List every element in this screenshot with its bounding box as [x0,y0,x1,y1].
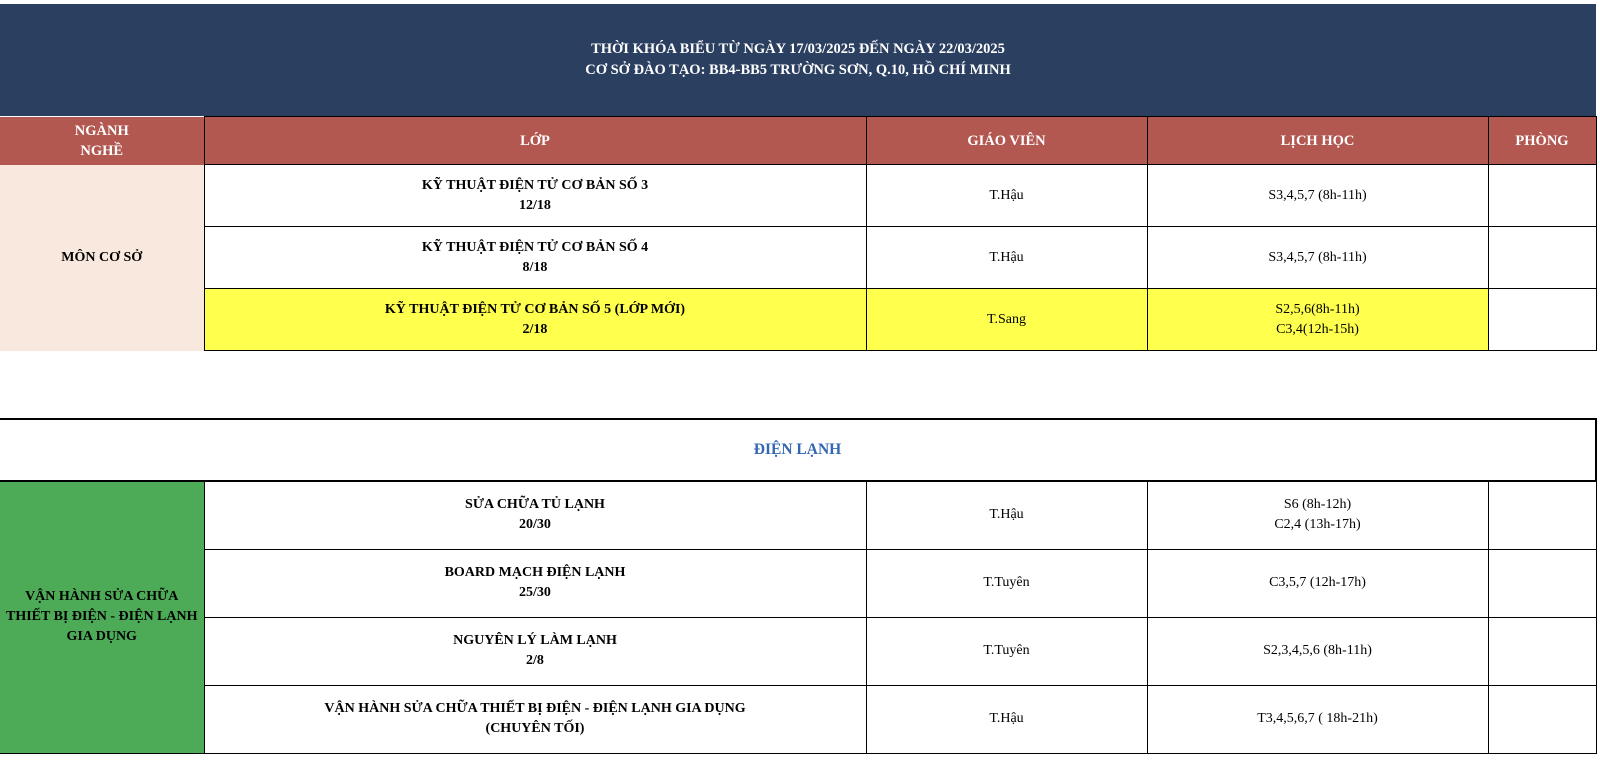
room-cell [1488,481,1596,549]
class-cell: KỸ THUẬT ĐIỆN TỬ CƠ BẢN SỐ 5 (LỚP MỚI) 2/18 [204,289,866,351]
col-lich-hoc: LỊCH HỌC [1147,117,1488,165]
room-cell [1488,617,1596,685]
table-row [0,617,1596,685]
category-cell: MÔN CƠ SỞ [0,165,204,351]
teacher-cell: T.Hậu [866,165,1147,227]
teacher-cell: T.Hậu [866,481,1147,549]
room-cell [1488,165,1596,227]
category-cell: VẬN HÀNH SỬA CHỮA THIẾT BỊ ĐIỆN - ĐIỆN LẠNH GIA DỤNG [0,481,204,753]
table-row-highlighted [0,289,1596,351]
class-cell: BOARD MẠCH ĐIỆN LẠNH 25/30 [204,549,866,617]
teacher-cell: T.Tuyên [866,617,1147,685]
schedule-banner [0,4,1596,116]
schedule-table-dien-lanh [0,418,1597,754]
col-giao-vien: GIÁO VIÊN [866,117,1147,165]
section-title-row [0,419,1596,481]
room-cell [1488,227,1596,289]
schedule-cell: S2,5,6(8h-11h) C3,4(12h-15h) [1147,289,1488,351]
schedule-cell: T3,4,5,6,7 ( 18h-21h) [1147,685,1488,753]
schedule-cell: S3,4,5,7 (8h-11h) [1147,227,1488,289]
table-row [0,227,1596,289]
banner-subtitle: CƠ SỞ ĐÀO TẠO: BB4-BB5 TRƯỜNG SƠN, Q.10, HỒ CHÍ MINH [585,62,1011,78]
col-lop: LỚP [204,117,866,165]
teacher-cell: T.Hậu [866,227,1147,289]
schedule-cell: S2,3,4,5,6 (8h-11h) [1147,617,1488,685]
teacher-cell: T.Sang [866,289,1147,351]
banner-title: THỜI KHÓA BIỂU TỪ NGÀY 17/03/2025 ĐẾN NGÀY 22/03/2025 [591,41,1005,57]
table-row [0,685,1596,753]
class-cell: NGUYÊN LÝ LÀM LẠNH 2/8 [204,617,866,685]
schedule-table-foundation [0,116,1597,351]
class-cell: VẬN HÀNH SỬA CHỮA THIẾT BỊ ĐIỆN - ĐIỆN LẠNH GIA DỤNG (CHUYÊN TỐI) [204,685,866,753]
teacher-cell: T.Hậu [866,685,1147,753]
class-cell: KỸ THUẬT ĐIỆN TỬ CƠ BẢN SỐ 3 12/18 [204,165,866,227]
table-row [0,165,1596,227]
col-phong: PHÒNG [1488,117,1596,165]
header-row [0,117,1596,165]
room-cell [1488,685,1596,753]
table-row [0,481,1596,549]
col-nganh-nghe: NGÀNH NGHỀ [0,117,204,165]
room-cell [1488,289,1596,351]
room-cell [1488,549,1596,617]
class-cell: SỬA CHỮA TỦ LẠNH 20/30 [204,481,866,549]
section-title: ĐIỆN LẠNH [0,419,1596,481]
schedule-cell: S6 (8h-12h) C2,4 (13h-17h) [1147,481,1488,549]
teacher-cell: T.Tuyên [866,549,1147,617]
table-row [0,549,1596,617]
schedule-cell: C3,5,7 (12h-17h) [1147,549,1488,617]
schedule-cell: S3,4,5,7 (8h-11h) [1147,165,1488,227]
class-cell: KỸ THUẬT ĐIỆN TỬ CƠ BẢN SỐ 4 8/18 [204,227,866,289]
